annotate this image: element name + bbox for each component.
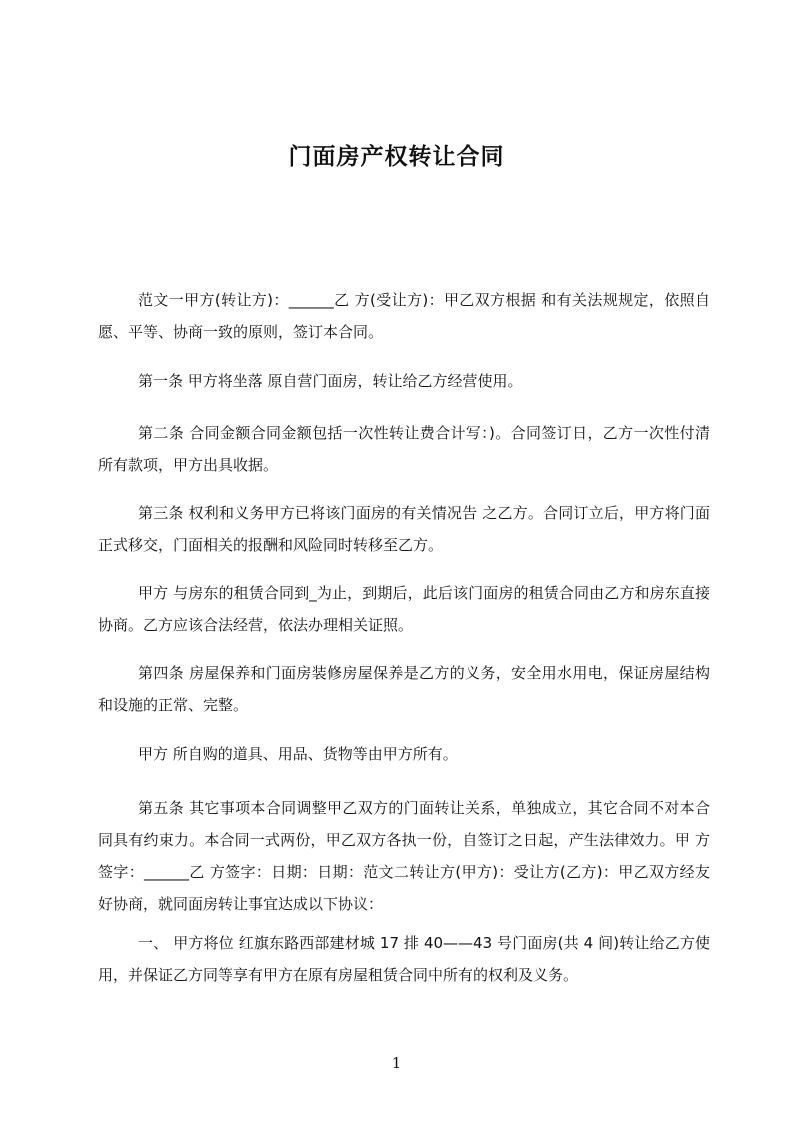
page-number: 1	[391, 1054, 402, 1072]
paragraph-article-3: 第三条 权利和义务甲方已将该门面房的有关情况告 之乙方。合同订立后，甲方将门面正式移交，门面相关的报酬和风险同时转移至乙方。	[98, 504, 710, 554]
paragraph-article-1: 第一条 甲方将坐落 原自营门面房，转让给乙方经营使用。	[138, 372, 523, 390]
paragraph-clause-1: 一、 甲方将位 红旗东路西部建材城 17 排 40——43 号门面房(共 4 间)转让给乙方使用，并保证乙方同等享有甲方在原有房屋租赁合同中所有的权利及义务。	[98, 934, 710, 984]
document-title: 门面房产权转让合同	[288, 144, 505, 170]
paragraph-article-2: 第二条 合同金额合同金额包括一次性转让费合计写：)。合同签订日，乙方一次性付清所有款项，甲方出具收据。	[98, 424, 710, 474]
paragraph-article-4: 第四条 房屋保养和门面房装修房屋保养是乙方的义务，安全用水用电，保证房屋结构和设施的正常、完整。	[98, 664, 710, 714]
paragraph-lease-term: 甲方 与房东的租赁合同到_为止，到期后，此后该门面房的租赁合同由乙方和房东直接协商。乙方应该合法经营，依法办理相关证照。	[98, 584, 710, 634]
paragraph-property-ownership: 甲方 所自购的道具、用品、货物等由甲方所有。	[138, 745, 458, 763]
paragraph-intro: 范文一甲方(转让方)：______乙 方(受让方)：甲乙双方根据 和有关法规规定，依照自愿、平等、协商一致的原则，签订本合同。	[98, 291, 710, 341]
paragraph-article-5: 第五条 其它事项本合同调整甲乙双方的门面转让关系，单独成立，其它合同不对本合同具有约束力。本合同一式两份，甲乙双方各执一份，自签订之日起，产生法律效力。甲 方签字：______乙 方签字：日期：日期：范文二转让方(甲方)：受让方(乙方)：甲乙双方经友好协商，就同面房转让事宜达成以下协议：	[98, 799, 710, 913]
